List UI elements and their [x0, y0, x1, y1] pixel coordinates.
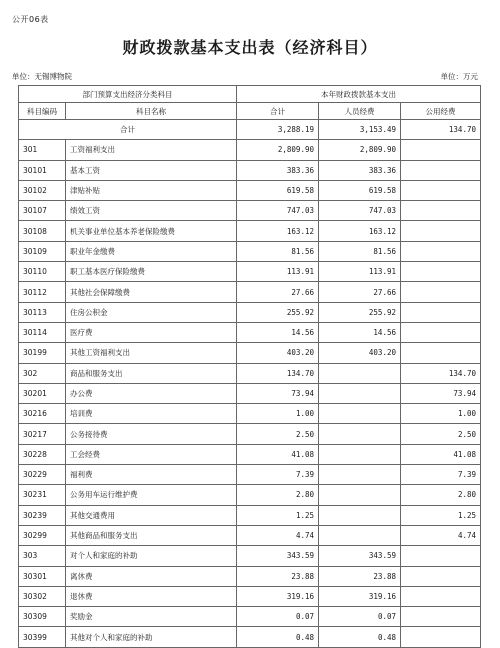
row-public	[401, 282, 481, 302]
row-name: 培训费	[66, 404, 237, 424]
table-row	[19, 444, 481, 464]
group-header-classification: 部门预算支出经济分类科目	[19, 86, 237, 103]
row-public	[401, 343, 481, 363]
table-row	[19, 404, 481, 424]
row-total: 2.50	[237, 424, 319, 444]
table-row	[19, 140, 481, 160]
row-code: 30302	[19, 586, 66, 606]
total-personnel-amount: 3,153.49	[319, 120, 401, 140]
row-personnel	[319, 485, 401, 505]
row-personnel: 619.58	[319, 180, 401, 200]
row-public	[401, 241, 481, 261]
row-public	[401, 160, 481, 180]
row-name: 公务用车运行维护费	[66, 485, 237, 505]
row-public	[401, 566, 481, 586]
row-name: 离休费	[66, 566, 237, 586]
table-row	[19, 424, 481, 444]
row-personnel: 383.36	[319, 160, 401, 180]
row-total: 7.39	[237, 465, 319, 485]
row-personnel	[319, 383, 401, 403]
row-public: 1.25	[401, 505, 481, 525]
row-name: 其他工资福利支出	[66, 343, 237, 363]
row-personnel	[319, 465, 401, 485]
row-total: 113.91	[237, 262, 319, 282]
table-row	[19, 343, 481, 363]
row-code: 30201	[19, 383, 66, 403]
row-name: 机关事业单位基本养老保险缴费	[66, 221, 237, 241]
row-total: 73.94	[237, 383, 319, 403]
table-row	[19, 363, 481, 383]
row-public	[401, 546, 481, 566]
row-code: 30110	[19, 262, 66, 282]
row-total: 619.58	[237, 180, 319, 200]
row-total: 403.20	[237, 343, 319, 363]
row-public: 73.94	[401, 383, 481, 403]
column-header-total: 合计	[237, 103, 319, 120]
row-total: 319.16	[237, 586, 319, 606]
row-code: 302	[19, 363, 66, 383]
row-code: 30299	[19, 525, 66, 545]
row-code: 30309	[19, 607, 66, 627]
document-code: 公开06表	[12, 15, 49, 24]
row-total: 255.92	[237, 302, 319, 322]
row-total: 0.48	[237, 627, 319, 647]
row-code: 30108	[19, 221, 66, 241]
row-public	[401, 322, 481, 342]
row-public	[401, 140, 481, 160]
table-row	[19, 627, 481, 647]
row-public	[401, 262, 481, 282]
currency-unit-label: 单位：万元	[440, 72, 478, 81]
row-code: 30109	[19, 241, 66, 261]
row-name: 其他对个人和家庭的补助	[66, 627, 237, 647]
row-personnel: 0.07	[319, 607, 401, 627]
table-row	[19, 607, 481, 627]
row-name: 津贴补贴	[66, 180, 237, 200]
row-personnel	[319, 363, 401, 383]
column-header-row	[19, 103, 481, 120]
total-public-amount: 134.70	[401, 120, 481, 140]
budget-table-body	[19, 86, 481, 648]
table-row	[19, 383, 481, 403]
total-row	[19, 120, 481, 140]
row-code: 301	[19, 140, 66, 160]
row-personnel	[319, 525, 401, 545]
row-public	[401, 607, 481, 627]
row-public	[401, 180, 481, 200]
row-name: 工资福利支出	[66, 140, 237, 160]
group-header-row	[19, 86, 481, 103]
row-public: 4.74	[401, 525, 481, 545]
row-total: 14.56	[237, 322, 319, 342]
row-code: 30199	[19, 343, 66, 363]
table-row	[19, 465, 481, 485]
row-personnel: 255.92	[319, 302, 401, 322]
organization-label: 单位：无锡博物院	[12, 72, 72, 81]
row-personnel	[319, 505, 401, 525]
row-personnel: 2,809.90	[319, 140, 401, 160]
row-total: 2.80	[237, 485, 319, 505]
budget-table	[18, 85, 481, 648]
row-name: 工会经费	[66, 444, 237, 464]
row-personnel: 403.20	[319, 343, 401, 363]
row-name: 对个人和家庭的补助	[66, 546, 237, 566]
page-title: 财政拨款基本支出表（经济科目）	[122, 38, 378, 57]
row-name: 其他交通费用	[66, 505, 237, 525]
row-code: 30228	[19, 444, 66, 464]
row-public	[401, 221, 481, 241]
table-row	[19, 322, 481, 342]
column-header-personnel: 人员经费	[319, 103, 401, 120]
row-total: 343.59	[237, 546, 319, 566]
row-total: 2,809.90	[237, 140, 319, 160]
table-row	[19, 262, 481, 282]
row-total: 81.56	[237, 241, 319, 261]
row-code: 30114	[19, 322, 66, 342]
table-row	[19, 160, 481, 180]
row-code: 30112	[19, 282, 66, 302]
row-name: 其他商品和服务支出	[66, 525, 237, 545]
row-total: 0.07	[237, 607, 319, 627]
row-total: 1.25	[237, 505, 319, 525]
row-name: 退休费	[66, 586, 237, 606]
row-code: 303	[19, 546, 66, 566]
column-header-public: 公用经费	[401, 103, 481, 120]
row-personnel: 27.66	[319, 282, 401, 302]
table-row	[19, 546, 481, 566]
row-code: 30107	[19, 201, 66, 221]
total-amount: 3,288.19	[237, 120, 319, 140]
row-name: 福利费	[66, 465, 237, 485]
row-total: 1.00	[237, 404, 319, 424]
row-name: 基本工资	[66, 160, 237, 180]
row-personnel: 81.56	[319, 241, 401, 261]
row-public	[401, 302, 481, 322]
table-row	[19, 525, 481, 545]
row-personnel: 343.59	[319, 546, 401, 566]
row-public: 41.08	[401, 444, 481, 464]
row-name: 商品和服务支出	[66, 363, 237, 383]
table-row	[19, 180, 481, 200]
table-row	[19, 485, 481, 505]
row-total: 134.70	[237, 363, 319, 383]
row-total: 383.36	[237, 160, 319, 180]
table-row	[19, 221, 481, 241]
group-header-appropriation: 本年财政拨款基本支出	[237, 86, 481, 103]
table-row	[19, 282, 481, 302]
row-total: 41.08	[237, 444, 319, 464]
row-code: 30301	[19, 566, 66, 586]
column-header-name: 科目名称	[66, 103, 237, 120]
row-personnel: 14.56	[319, 322, 401, 342]
row-public	[401, 586, 481, 606]
row-public: 7.39	[401, 465, 481, 485]
row-name: 医疗费	[66, 322, 237, 342]
column-header-code: 科目编码	[19, 103, 66, 120]
row-public: 134.70	[401, 363, 481, 383]
row-code: 30239	[19, 505, 66, 525]
row-total: 747.03	[237, 201, 319, 221]
row-personnel: 319.16	[319, 586, 401, 606]
row-public	[401, 627, 481, 647]
row-code: 30102	[19, 180, 66, 200]
row-public: 1.00	[401, 404, 481, 424]
row-personnel	[319, 424, 401, 444]
row-total: 27.66	[237, 282, 319, 302]
row-code: 30113	[19, 302, 66, 322]
row-name: 奖励金	[66, 607, 237, 627]
row-personnel: 747.03	[319, 201, 401, 221]
row-code: 30229	[19, 465, 66, 485]
table-row	[19, 505, 481, 525]
row-personnel	[319, 404, 401, 424]
row-total: 4.74	[237, 525, 319, 545]
row-public	[401, 201, 481, 221]
table-row	[19, 586, 481, 606]
table-row	[19, 302, 481, 322]
row-personnel: 23.88	[319, 566, 401, 586]
row-public: 2.50	[401, 424, 481, 444]
row-name: 绩效工资	[66, 201, 237, 221]
row-personnel: 0.48	[319, 627, 401, 647]
row-name: 其他社会保障缴费	[66, 282, 237, 302]
row-name: 办公费	[66, 383, 237, 403]
row-personnel: 113.91	[319, 262, 401, 282]
row-code: 30101	[19, 160, 66, 180]
row-personnel	[319, 444, 401, 464]
row-name: 住房公积金	[66, 302, 237, 322]
row-name: 职工基本医疗保险缴费	[66, 262, 237, 282]
table-row	[19, 241, 481, 261]
row-public: 2.80	[401, 485, 481, 505]
row-name: 公务接待费	[66, 424, 237, 444]
total-label: 合计	[19, 120, 237, 140]
row-code: 30231	[19, 485, 66, 505]
row-code: 30399	[19, 627, 66, 647]
row-code: 30216	[19, 404, 66, 424]
row-total: 23.88	[237, 566, 319, 586]
table-row	[19, 566, 481, 586]
row-personnel: 163.12	[319, 221, 401, 241]
table-row	[19, 201, 481, 221]
row-name: 职业年金缴费	[66, 241, 237, 261]
row-code: 30217	[19, 424, 66, 444]
row-total: 163.12	[237, 221, 319, 241]
